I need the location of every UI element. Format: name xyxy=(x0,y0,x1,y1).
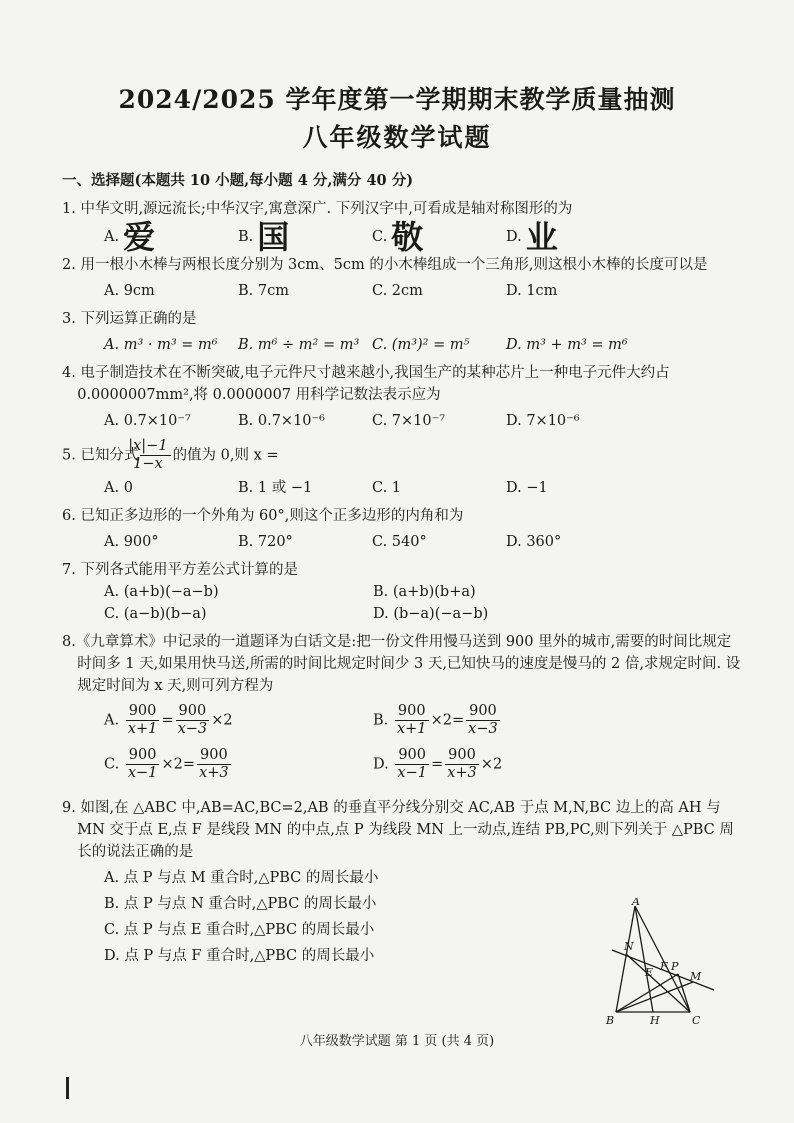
option-d: D. 业 xyxy=(506,218,558,256)
option-b: B. 点 P 与点 N 重合时,△PBC 的周长最小 xyxy=(104,896,377,912)
option-c: C. 敬 xyxy=(372,218,424,256)
label-e: E xyxy=(645,966,654,979)
option-a: A. 爱 xyxy=(104,218,156,256)
question-6 xyxy=(62,505,742,553)
option-b: B. 720° xyxy=(238,534,293,550)
section-heading: 一、选择题(本题共 10 小题,每小题 4 分,满分 40 分) xyxy=(62,172,414,189)
option-d: D. 7×10⁻⁶ xyxy=(506,413,580,429)
char-jing: 敬 xyxy=(391,218,424,256)
option-d: D. 点 P 与点 F 重合时,△PBC 的周长最小 xyxy=(104,948,375,964)
option-c: C. 7×10⁻⁷ xyxy=(372,413,446,429)
question-4 xyxy=(62,362,742,432)
char-ye: 业 xyxy=(525,218,558,256)
option-a: A. 0 xyxy=(104,480,133,496)
option-b: B. 0.7×10⁻⁶ xyxy=(238,413,325,429)
option-c: C. (a−b)(b−a) xyxy=(104,606,207,622)
option-d: D. (b−a)(−a−b) xyxy=(373,606,489,622)
option-a: A. $\frac{900}{x+1}$ = $\frac{900}{x-3}$ ×2 xyxy=(104,703,233,737)
question-3 xyxy=(62,308,742,356)
question-stem: 3. 下列运算正确的是 xyxy=(62,311,197,327)
segment-bm xyxy=(616,982,693,1012)
option-a: A. 点 P 与点 M 重合时,△PBC 的周长最小 xyxy=(104,870,379,886)
question-stem: 5. 已知分式 $\frac{|x|-1}{1-x}$ 的值为 0,则 x = xyxy=(62,438,279,472)
label-f: F xyxy=(660,960,668,973)
question-stem: 6. 已知正多边形的一个外角为 60°,则这个正多边形的内角和为 xyxy=(62,508,464,524)
option-d: D. 360° xyxy=(506,534,562,550)
side-ac xyxy=(635,906,690,1012)
question-stem: 9. 如图,在 △ABC 中,AB=AC,BC=2,AB 的垂直平分线分别交 AC,AB 于点 M,N,BC 边上的高 AH 与 MN 交于点 E,点 F 是线段 MN 的中点,点 P 为线段 MN 上一动点,连结 PB,PC,则下列关于 △PBC 周长的说法正确的是 xyxy=(62,800,734,860)
option-d: D. 1cm xyxy=(506,283,558,299)
option-d: D. $\frac{900}{x-1}$ = $\frac{900}{x+3}$ ×2 xyxy=(373,747,503,781)
option-b: B. 1 或 −1 xyxy=(238,480,313,496)
question-2 xyxy=(62,254,742,302)
question-stem: 8.《九章算术》中记录的一道题译为白话文是:把一份文件用慢马送到 900 里外的城市,需要的时间比规定时间多 1 天,如果用快马送,所需的时间比规定时间少 3 天,已知快马的速度是慢马的 2 倍,求规定时间. 设规定时间为 x 天,则可列方程为 xyxy=(62,634,741,694)
page-footer: 八年级数学试题 第 1 页 (共 4 页) xyxy=(299,1034,495,1049)
option-d: D. −1 xyxy=(506,480,548,496)
option-b: B. m⁶ ÷ m² = m³ xyxy=(238,337,360,353)
exam-subtitle: 八年级数学试题 xyxy=(302,123,492,152)
label-a: A xyxy=(632,898,640,908)
char-guo: 国 xyxy=(257,218,290,256)
option-c: C. (m³)² = m⁵ xyxy=(372,337,470,353)
option-b: B. 7cm xyxy=(238,283,289,299)
option-b: B. 国 xyxy=(238,218,290,256)
char-ai: 爱 xyxy=(123,218,156,256)
label-c: C xyxy=(692,1014,701,1027)
option-c: C. 点 P 与点 E 重合时,△PBC 的周长最小 xyxy=(104,922,375,938)
altitude-ah xyxy=(635,906,653,1012)
option-c: C. 2cm xyxy=(372,283,423,299)
question-list xyxy=(62,170,742,969)
option-c: C. $\frac{900}{x-1}$ ×2= $\frac{900}{x+3}$ xyxy=(104,747,373,791)
question-stem: 2. 用一根小木棒与两根长度分别为 3cm、5cm 的小木棒组成一个三角形,则这根小木棒的长度可以是 xyxy=(62,257,708,273)
question-1 xyxy=(62,198,742,256)
triangle-figure xyxy=(598,898,728,1030)
scan-mark xyxy=(66,1077,69,1099)
label-m: M xyxy=(690,970,702,983)
exam-title: 2024/2025 学年度第一学期期末教学质量抽测 xyxy=(118,85,676,114)
label-b: B xyxy=(606,1014,615,1027)
question-stem: 7. 下列各式能用平方差公式计算的是 xyxy=(62,562,298,578)
option-a: A. (a+b)(−a−b) xyxy=(104,584,219,600)
question-8 xyxy=(62,631,742,791)
option-a: A. 0.7×10⁻⁷ xyxy=(104,413,191,429)
option-b: B. $\frac{900}{x+1}$ ×2= $\frac{900}{x-3}$ xyxy=(373,703,642,747)
label-p: P xyxy=(671,960,679,973)
fraction: $\frac{|x|-1}{1-x}$ xyxy=(140,438,170,473)
option-a: A. m³ · m³ = m⁶ xyxy=(104,337,218,353)
option-a: A. 9cm xyxy=(104,283,155,299)
option-b: B. (a+b)(b+a) xyxy=(373,584,476,600)
option-d: D. m³ + m³ = m⁶ xyxy=(506,337,628,353)
option-c: C. 1 xyxy=(372,480,402,496)
question-5 xyxy=(62,438,742,499)
option-c: C. 540° xyxy=(372,534,427,550)
label-h: H xyxy=(650,1014,660,1027)
question-stem: 1. 中华文明,源远流长;中华汉字,寓意深广. 下列汉字中,可看成是轴对称图形的为 xyxy=(62,201,573,217)
question-7 xyxy=(62,559,742,625)
question-stem: 4. 电子制造技术在不断突破,电子元件尺寸越来越小,我国生产的某种芯片上一种电子元件大约占 0.0000007mm²,将 0.0000007 用科学记数法表示应为 xyxy=(62,365,670,403)
label-n: N xyxy=(624,940,634,953)
option-a: A. 900° xyxy=(104,534,159,550)
